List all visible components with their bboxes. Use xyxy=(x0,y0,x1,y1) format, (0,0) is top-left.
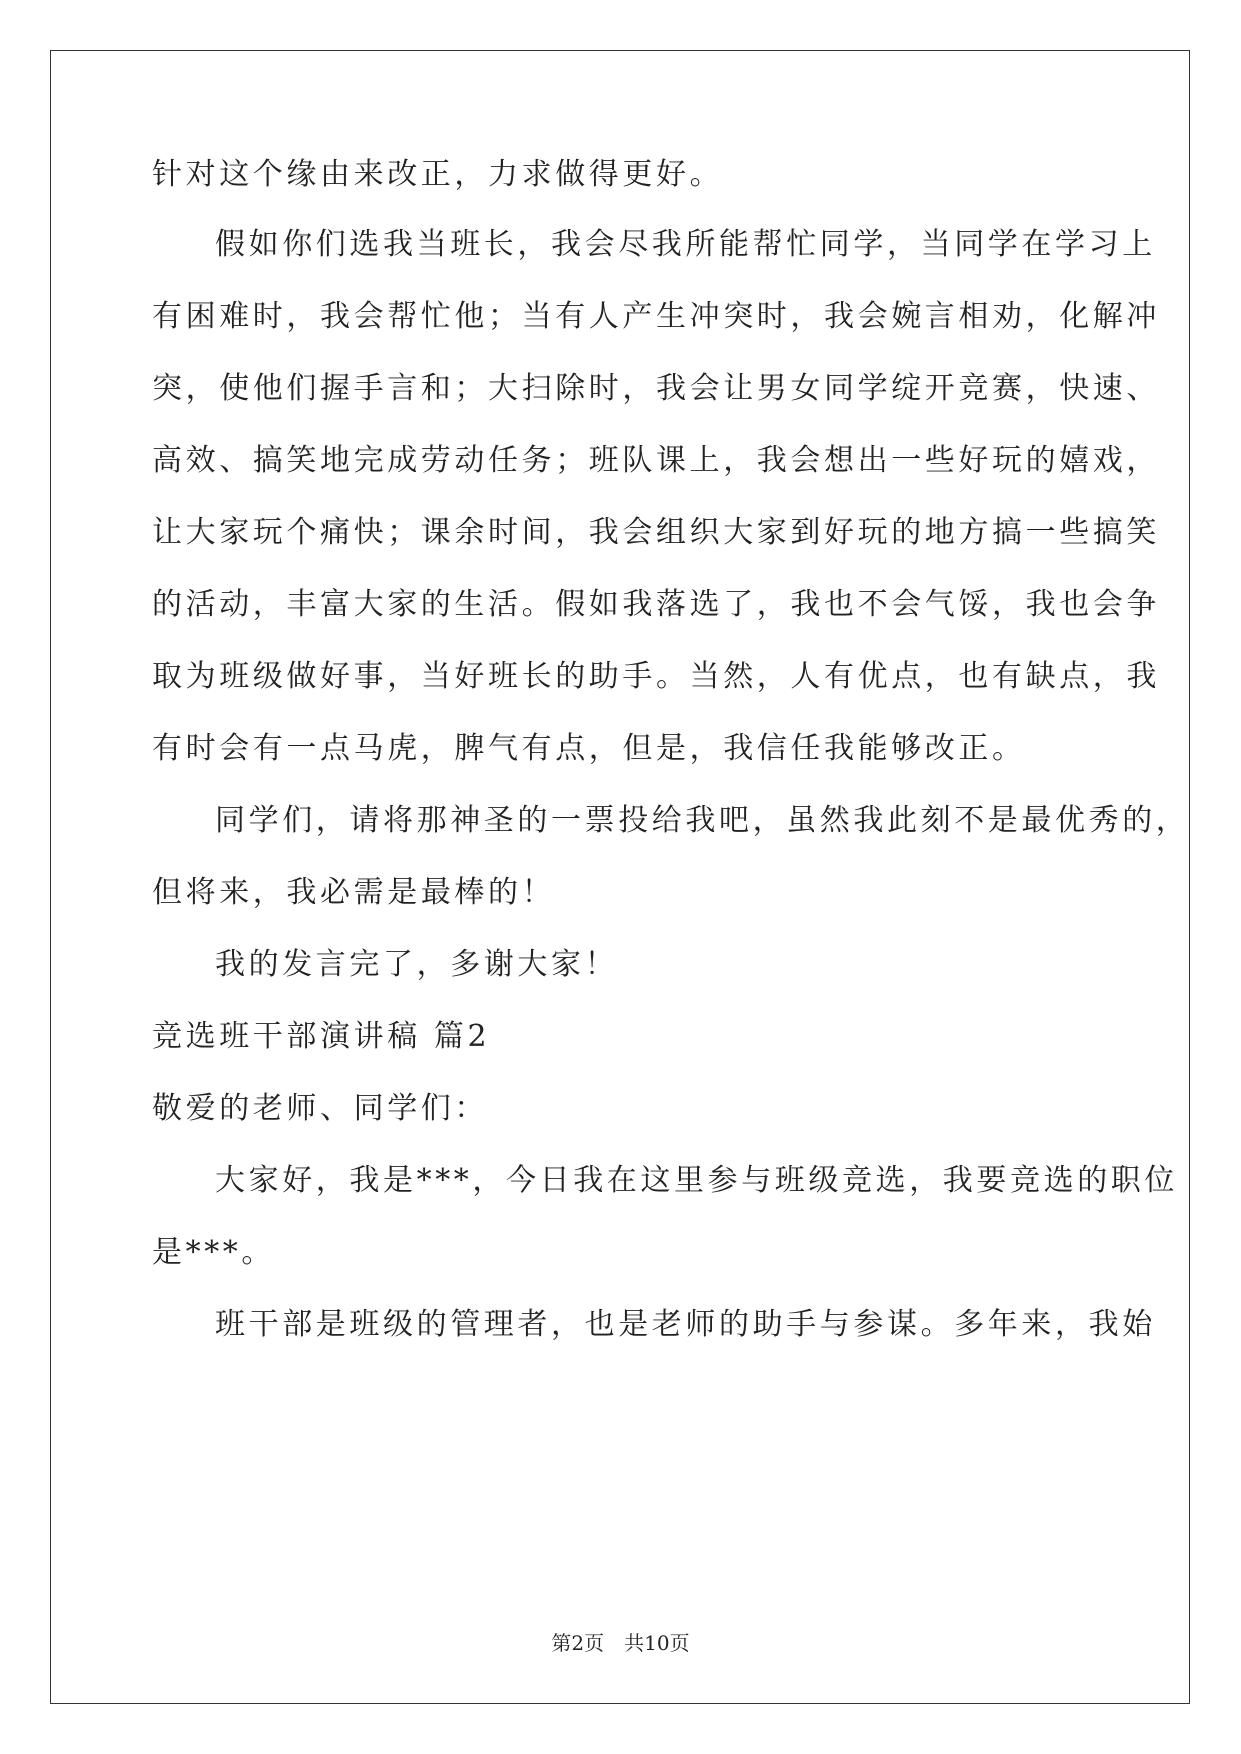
paragraph-start-line: 班干部是班级的管理者，也是老师的助手与参谋。多年来，我始 xyxy=(215,1307,1156,1342)
paragraph-start-line: 大家好，我是***，今日我在这里参与班级竞选，我要竞选的职位 xyxy=(215,1163,1178,1198)
page-footer xyxy=(0,1630,1241,1656)
text-line: 的活动，丰富大家的生活。假如我落选了，我也不会气馁，我也会争 xyxy=(152,587,1160,622)
section-heading: 竞选班干部演讲稿 篇2 xyxy=(152,1019,491,1054)
text-line: 高效、搞笑地完成劳动任务；班队课上，我会想出一些好玩的嬉戏， xyxy=(152,443,1160,478)
page-number: 第2页 xyxy=(551,1631,605,1655)
paragraph-start-line: 假如你们选我当班长，我会尽我所能帮忙同学，当同学在学习上 xyxy=(215,227,1156,262)
paragraph-start-line: 我的发言完了，多谢大家！ xyxy=(215,947,619,982)
text-line: 是***。 xyxy=(152,1235,275,1270)
text-line: 突，使他们握手言和；大扫除时，我会让男女同学绽开竞赛，快速、 xyxy=(152,371,1160,406)
page-total: 共10页 xyxy=(624,1631,690,1655)
salutation: 敬爱的老师、同学们： xyxy=(152,1091,488,1126)
text-line: 让大家玩个痛快；课余时间，我会组织大家到好玩的地方搞一些搞笑 xyxy=(152,515,1160,550)
text-line: 取为班级做好事，当好班长的助手。当然，人有优点，也有缺点，我 xyxy=(152,659,1160,694)
text-line: 有困难时，我会帮忙他；当有人产生冲突时，我会婉言相劝，化解冲 xyxy=(152,299,1160,334)
text-line: 但将来，我必需是最棒的！ xyxy=(152,875,556,910)
text-line: 有时会有一点马虎，脾气有点，但是，我信任我能够改正。 xyxy=(152,731,1026,766)
paragraph-start-line: 同学们，请将那神圣的一票投给我吧，虽然我此刻不是最优秀的， xyxy=(215,803,1190,838)
text-line: 针对这个缘由来改正，力求做得更好。 xyxy=(152,157,724,192)
